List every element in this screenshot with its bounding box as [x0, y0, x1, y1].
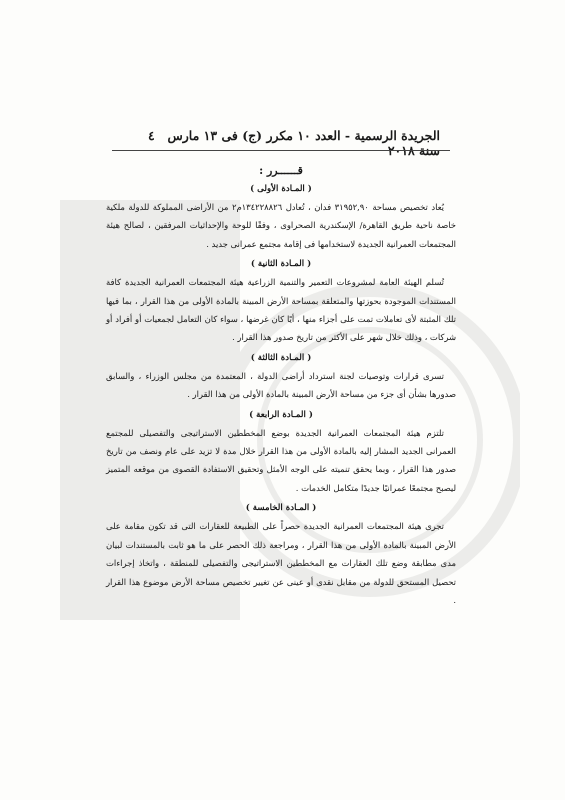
article-3-text: تسرى قرارات وتوصيات لجنة استرداد أراضى الدولة ، المعتمدة من مجلس الوزراء ، والسابق صدورها بشأن أى جزء من مساحة الأرض المبينة بالمادة الأولى من هذا القرار . [106, 370, 456, 400]
article-4-heading: ( المـادة الرابعة ) [249, 409, 313, 420]
article-5-heading: ( المـادة الخامسة ) [245, 503, 317, 514]
article-4-text: تلتزم هيئة المجتمعات العمرانية الجديدة بوضع المخططين الاستراتيجى والتفصيلى للمجتمع العمرانى الجديد المشار إليه بالمادة الأولى من هذا القرار خلال مدة لا تزيد على عام ونصف من تاريخ صدور هذا القرار ، وبما يحقق تنميته على الوجه الأمثل وتحقيق الاستفادة القصوى من موقعه المتميز ليصبح مجتمعًا عمرانيًا جديدًا متكامل الخدمات . [106, 427, 456, 493]
page-number: ٤ [148, 128, 155, 143]
article-3-heading: ( المـادة الثالثة ) [250, 352, 312, 363]
gazette-title: الجريدة الرسمية - العدد ١٠ مكرر (ج) فى ١٣ مارس سنة ٢٠١٨ [167, 128, 440, 158]
article-2-heading: ( المـادة الثانية ) [250, 259, 312, 270]
article-2-text: تُسلم الهيئة العامة لمشروعات التعمير والتنمية الزراعية هيئة المجتمعات العمرانية الجديدة كافة المستندات الموجودة بحوزتها والمتعلقة بمساحة الأرض المبينة بالمادة الأولى من هذا القرار ، بما فيها تلك المثبتة لأى تعاملات تمت على أجزاء منها ، أيًا كان غرضها ، سواء كان التعامل لجمعيات أو أفراد أو شركات ، وذلك خلال شهر على الأكثر من تاريخ صدور هذا القرار . [106, 277, 456, 343]
header-divider [112, 150, 450, 151]
decree-body [106, 162, 456, 611]
article-1-text: يُعاد تخصيص مساحة ٣١٩٥٢,٩٠ فدان ، تُعادل ١٣٤٢٢٨٨٢٦م٢ من الأراضى المملوكة للدولة ملكية خاصة ناحية طريق القاهرة/ الإسكندرية الصحراوى ، وفقًا للوحة والإحداثيات المرفقين ، لصالح هيئة المجتمعات العمرانية الجديدة لاستخدامها فى إقامة مجتمع عمرانى جديد . [106, 202, 456, 249]
article-1-heading: ( المـادة الأولى ) [250, 184, 312, 194]
article-5-text: تجرى هيئة المجتمعات العمرانية الجديدة حصراً على الطبيعة للعقارات التى قد تكون مقامة على الأرض المبينة بالمادة الأولى من هذا القرار ، ومراجعة ذلك الحصر على ما هو ثابت بالمستندات لبيان مدى مطابقة وضع تلك العقارات مع المخططين الاستراتيجى والتفصيلى للمنطقة ، واتخاذ إجراءات تحصيل المستحق للدولة من مقابل نقدى أو عينى عن تغيير تخصيص مساحة الأرض موضوع هذا القرار . [106, 521, 456, 605]
decree-title: قــــــرر : [259, 164, 303, 177]
gazette-header [148, 128, 440, 158]
